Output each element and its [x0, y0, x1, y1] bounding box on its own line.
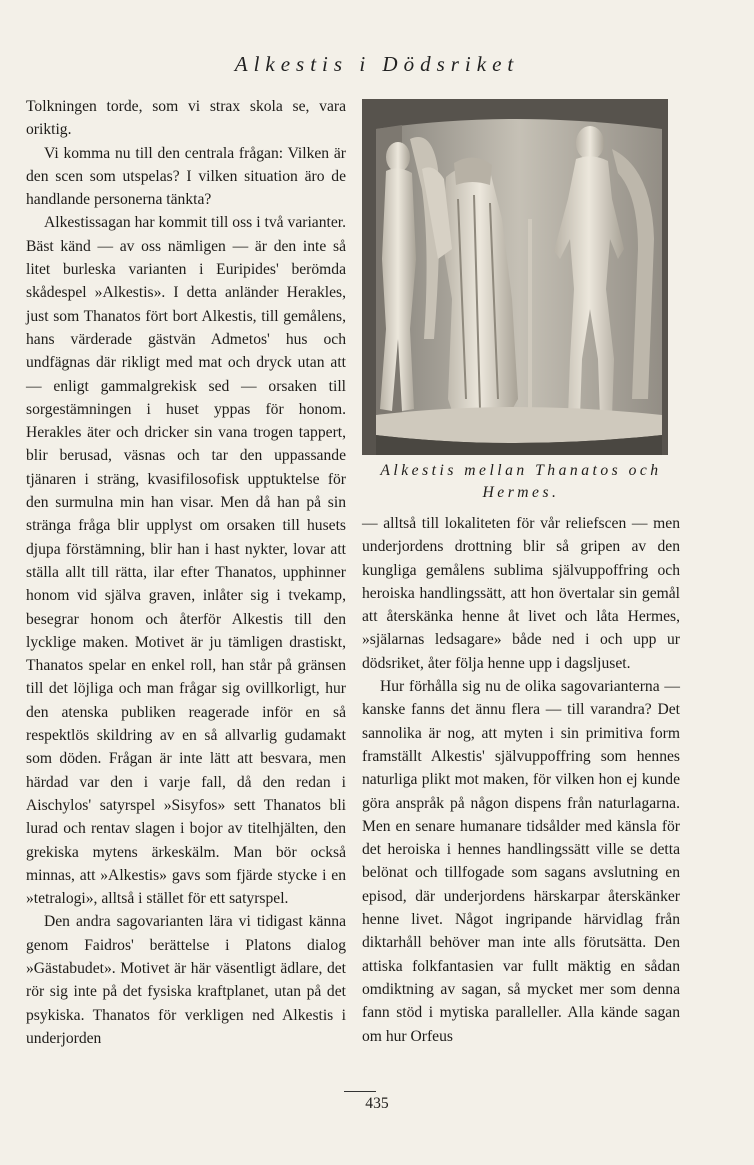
footer-rule: [344, 1091, 376, 1092]
paragraph: Hur förhålla sig nu de olika sagovarianterna — kanske fanns det ännu flera — till varandra? Det sannolika är nog, att myten i sin primitiva form framställt Alkestis' självuppoffring som hennes naturliga plikt mot maken, för vilken hon ej kunde göra anspråk på någon dispens från naturlagarna. Men en senare humanare tidsålder med känsla för det heroiska i hennes handlingssätt ville se detta belönat och tillfogade som sagans avslutning en episod, där underjordens härskarpar återskänker henne livet. Något ingripande härvidlag från diktarhåll behöver man inte alls förutsätta. Den attiska folkfantasien var fullt mäktig en sådan omdiktning av sagan, så mycket mer som denna fann stöd i mytiska paralleller. Alla kände sagan om hur Orfeus: [362, 678, 680, 1045]
paragraph: Tolkningen torde, som vi strax skola se, vara oriktig.: [26, 98, 346, 139]
right-column: [362, 512, 680, 1048]
relief-photograph: [362, 99, 668, 455]
figure-caption: Alkestis mellan Thanatos och Hermes.: [380, 462, 662, 501]
left-column: [26, 95, 346, 1050]
relief-illustration: [362, 99, 668, 455]
paragraph: Alkestissagan har kommit till oss i två varianter. Bäst känd — av oss nämligen — är den inte så litet burleska varianten i Euripides' berömda skådespel »Alkestis». I detta anländer Herakles, just som Thanatos fört bort Alkestis, till gemålens, hans värderade gästvän Admetos' hus och undfägnas där rikligt med mat och dryck utan att — enligt gammalgrekisk sed — orsaken till sorgestämningen i huset yppas för honom. Herakles äter och dricker sin vana trogen tappert, blir berusad, väsnas och tar den uppassande tjänaren i sträng, kvasifilosofisk upptuktelse för den surmulna min han visar. Men då han på sin stränga fråga blir upplyst om orsaken till husets djupa förstämning, blir han i hast nykter, lovar att ställa allt till rätta, ilar efter Thanatos, upphinner honom vid själva graven, inlåter sig i tvekamp, besegrar honom och återför Alkestis till den lycklige maken. Motivet är ju tämligen drastiskt, Thanatos spelar en enkel roll, han står på gränsen till det löjliga och man frågar sig ovillkorligt, hur den atenska publiken reagerade inför en så respektlös skildring av en så allvarlig gudamakt som döden. Frågan är inte lätt att besvara, men härdad var den i varje fall, då den redan i Aischylos' satyrspel »Sisyfos» sett Thanatos bli lurad och rentav slagen i bojor av titelhjälten, den grekiska mytens ärkeskälm. Man bör också minnas, att »Alkestis» gavs som fjärde stycke i en »tetralogi», alltså i stället för ett satyrspel.: [26, 214, 346, 908]
paragraph: Vi komma nu till den centrala frågan: Vilken är den scen som utspelas? I vilken situation äro de handlande personerna tänkta?: [26, 144, 346, 209]
page-number: 435: [365, 1095, 389, 1112]
paragraph: Den andra sagovarianten lära vi tidigast känna genom Faidros' berättelse i Platons dialog »Gästabudet». Motivet är här väsentligt ädlare, det rör sig inte på det fysiska kraftplanet, utan på det psykiska. Thanatos för verkligen ned Alkestis i underjorden: [26, 913, 346, 1047]
running-header: Alkestis i Dödsriket: [234, 52, 520, 76]
paragraph: — alltså till lokaliteten för vår reliefscen — men underjordens drottning blir så gripen av den kungliga gemålens sublima självuppoffring och heroiska handlingssätt, att hon övertalar sin gemål att återskänka henne åt livet och låta Hermes, »själarnas ledsagare» både ned i och upp ur dödsriket, åter följa henne upp i dagsljuset.: [362, 515, 680, 672]
